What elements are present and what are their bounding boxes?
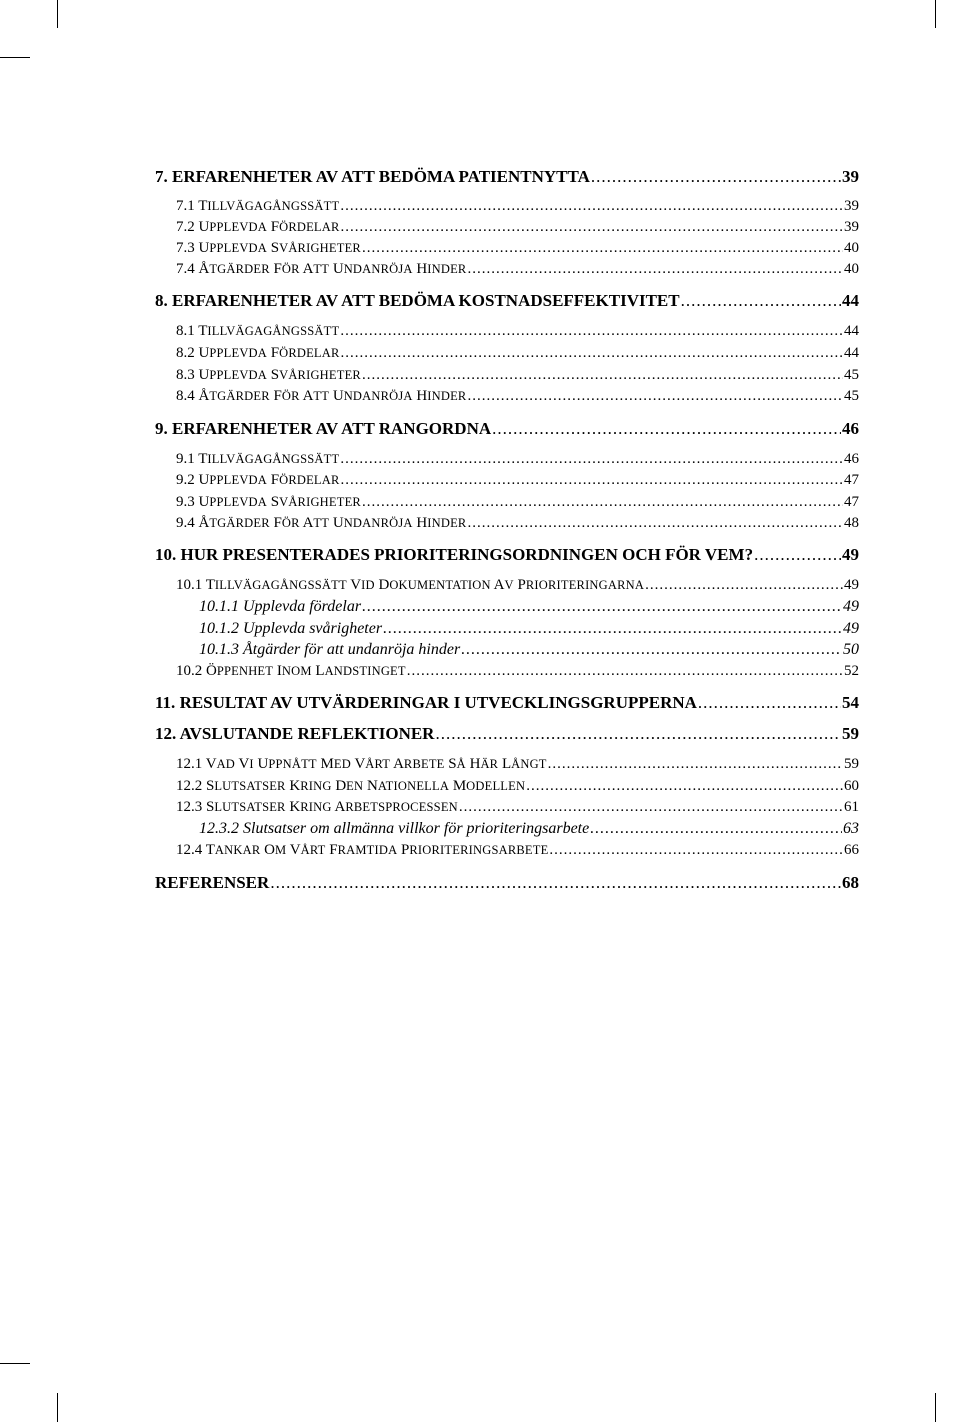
entry-page-number: 49 [843,598,859,615]
dot-leader [461,642,842,658]
entry-number: 7. [155,167,168,186]
entry-title-smallcaps: TILLVÄGAGÅNGSSÄTT VID DOKUMENTATION AV PRIORITERINGARNA [205,577,645,593]
dot-leader [362,241,843,256]
crop-mark-top-right [935,0,936,28]
entry-number: 11. [155,693,176,712]
entry-page-number: 66 [844,842,859,858]
entry-page-number: 49 [844,577,859,593]
toc-entry-label [176,220,340,235]
entry-number: 9.3 [176,494,195,510]
dot-leader [383,621,842,637]
toc-entry[interactable] [176,843,859,858]
entry-page-number: 46 [844,451,859,467]
toc-entry[interactable] [176,757,859,772]
toc-entry-label [176,241,361,256]
toc-entry[interactable] [176,800,859,815]
entry-number: 8.2 [176,345,195,361]
dot-leader [467,389,843,404]
toc-entry[interactable] [199,642,859,658]
entry-title-smallcaps: UPPLEVDA FÖRDELAR [198,219,340,235]
toc-entry[interactable] [176,368,859,383]
toc-entry[interactable] [199,821,859,837]
toc-entry-label [176,389,466,404]
entry-title-smallcaps: ÅTGÄRDER FÖR ATT UNDANRÖJA HINDER [198,388,467,404]
toc-entry-label [155,694,697,711]
entry-page-number: 46 [842,419,859,438]
entry-number: 10.2 [176,663,203,679]
toc-entry-label [176,368,361,383]
entry-number: 8. [155,291,168,310]
entry-page-number: 40 [844,261,859,277]
entry-number: 7.3 [176,240,195,256]
dot-leader [492,420,841,437]
entry-number: 9.2 [176,472,195,488]
entry-number: 12.2 [176,778,203,794]
entry-page-number: 60 [844,778,859,794]
crop-mark-bottom-left-h [0,1363,30,1364]
toc-entry-label [176,473,340,488]
entry-page-number: 39 [844,198,859,214]
toc-entry-label [176,262,466,277]
entry-page-number: 48 [844,515,859,531]
entry-number: 12.3 [176,799,203,815]
dot-leader [341,473,843,488]
dot-leader [681,292,841,309]
entry-title-smallcaps: UPPLEVDA SVÅRIGHETER [198,494,361,510]
entry-number: 10.1.3 [199,641,239,658]
toc-entry[interactable] [176,389,859,404]
dot-leader [467,516,843,531]
toc-entry-label [176,578,644,593]
entry-title-smallcaps: SLUTSATSER KRING DEN NATIONELLA MODELLEN [206,778,526,794]
dot-leader [340,324,843,339]
entry-number: 10.1.2 [199,620,239,637]
toc-entry-label [176,324,339,339]
dot-leader [362,599,842,615]
entry-number: 8.3 [176,367,195,383]
entry-title-smallcaps: SLUTSATSER KRING ARBETSPROCESSEN [206,799,458,815]
toc-entry-label [176,495,361,510]
entry-title: HUR PRESENTERADES PRIORITERINGSORDNINGEN OCH FÖR VEM? [180,545,754,564]
toc-entry-label [155,546,753,563]
crop-mark-bottom-left [57,1393,58,1422]
entry-title: Åtgärder för att undanröja hinder [243,641,461,658]
dot-leader [459,800,843,815]
entry-number: 9. [155,419,168,438]
dot-leader [548,757,843,772]
toc-entry-label [199,642,460,658]
entry-page-number: 39 [844,219,859,235]
dot-leader [549,843,843,858]
toc-entry[interactable] [155,546,859,563]
toc-entry[interactable] [176,324,859,339]
toc-entry-label [176,779,525,794]
toc-entry[interactable] [176,516,859,531]
entry-number: 7.2 [176,219,195,235]
entry-page-number: 49 [842,545,859,564]
dot-leader [590,821,842,837]
entry-number: 9.4 [176,515,195,531]
dot-leader [754,546,841,563]
entry-page-number: 49 [843,620,859,637]
toc-entry[interactable] [176,220,859,235]
entry-title: REFERENSER [155,873,270,892]
entry-number: 12. [155,724,177,743]
entry-number: 7.1 [176,198,195,214]
entry-page-number: 68 [842,873,859,892]
entry-page-number: 52 [844,663,859,679]
toc-entry[interactable] [176,262,859,277]
toc-entry[interactable] [176,241,859,256]
dot-leader [467,262,843,277]
entry-number: 12.3.2 [199,820,239,837]
entry-page-number: 40 [844,240,859,256]
entry-title-smallcaps: ÖPPENHET INOM LANDSTINGET [206,663,406,679]
toc-entry[interactable] [155,168,859,185]
crop-mark-top-left-h [0,57,30,58]
toc-entry-label [176,199,339,214]
toc-entry[interactable] [155,874,859,891]
entry-title-smallcaps: UPPLEVDA SVÅRIGHETER [198,240,361,256]
toc-entry[interactable] [176,578,859,593]
toc-entry-label [199,599,361,615]
entry-title: Upplevda svårigheter [243,620,383,637]
entry-title-smallcaps: VAD VI UPPNÅTT MED VÅRT ARBETE SÅ HÄR LÅNGT [205,756,547,772]
entry-page-number: 44 [844,345,859,361]
entry-number: 12.4 [176,842,203,858]
entry-page-number: 45 [844,388,859,404]
crop-mark-top-left [57,0,58,28]
toc-entry-label [176,843,548,858]
entry-number: 7.4 [176,261,195,277]
entry-title: RESULTAT AV UTVÄRDERINGAR I UTVECKLINGSGRUPPERNA [179,693,697,712]
toc-entry[interactable] [176,199,859,214]
toc-entry-label [155,292,680,309]
dot-leader [407,664,843,679]
toc-entry-label [155,725,434,742]
entry-title-smallcaps: TILLVÄGAGÅNGSSÄTT [198,198,340,214]
toc-entry-label [155,420,491,437]
toc-entry[interactable] [199,621,859,637]
dot-leader [340,452,843,467]
entry-title: Slutsatser om allmänna villkor för prioriteringsarbete [243,820,590,837]
entry-title: ERFARENHETER AV ATT BEDÖMA PATIENTNYTTA [172,167,590,186]
entry-title-smallcaps: TILLVÄGAGÅNGSSÄTT [198,323,340,339]
entry-page-number: 50 [843,641,859,658]
dot-leader [341,346,843,361]
dot-leader [435,725,841,742]
entry-number: 10.1 [176,577,203,593]
entry-page-number: 61 [844,799,859,815]
entry-number: 10.1.1 [199,598,239,615]
entry-page-number: 59 [844,756,859,772]
toc-entry-label [176,516,466,531]
toc-entry-label [199,821,589,837]
entry-title-smallcaps: TILLVÄGAGÅNGSSÄTT [198,451,340,467]
toc-entry[interactable] [176,664,859,679]
toc-entry[interactable] [176,779,859,794]
toc-entry-label [176,346,340,361]
toc-entry[interactable] [155,694,859,711]
crop-mark-bottom-right [935,1393,936,1422]
entry-number: 9.1 [176,451,195,467]
toc-entry[interactable] [176,346,859,361]
toc-entry[interactable] [155,725,859,742]
dot-leader [362,495,843,510]
toc-entry[interactable] [176,495,859,510]
toc-entry-label [199,621,382,637]
entry-title: ERFARENHETER AV ATT BEDÖMA KOSTNADSEFFEKTIVITET [172,291,680,310]
toc-entry-label [176,757,547,772]
entry-title-smallcaps: UPPLEVDA SVÅRIGHETER [198,367,361,383]
dot-leader [526,779,843,794]
toc-entry[interactable] [176,452,859,467]
dot-leader [341,220,843,235]
toc-entry-label [176,452,339,467]
entry-page-number: 39 [842,167,859,186]
entry-title-smallcaps: UPPLEVDA FÖRDELAR [198,472,340,488]
dot-leader [270,874,841,891]
entry-number: 8.1 [176,323,195,339]
entry-title: Upplevda fördelar [243,598,362,615]
dot-leader [698,694,841,711]
entry-title-smallcaps: TANKAR OM VÅRT FRAMTIDA PRIORITERINGSARBETE [205,842,549,858]
entry-page-number: 45 [844,367,859,383]
entry-page-number: 47 [844,494,859,510]
entry-title-smallcaps: UPPLEVDA FÖRDELAR [198,345,340,361]
toc-entry[interactable] [155,292,859,309]
toc-entry-label [155,168,590,185]
entry-page-number: 63 [843,820,859,837]
entry-page-number: 47 [844,472,859,488]
entry-page-number: 44 [842,291,859,310]
entry-title-smallcaps: ÅTGÄRDER FÖR ATT UNDANRÖJA HINDER [198,515,467,531]
toc-entry[interactable] [155,420,859,437]
entry-page-number: 54 [842,693,859,712]
entry-number: 10. [155,545,177,564]
entry-title: AVSLUTANDE REFLEKTIONER [179,724,435,743]
entry-title-smallcaps: ÅTGÄRDER FÖR ATT UNDANRÖJA HINDER [198,261,467,277]
toc-entry-label [176,664,406,679]
entry-number: 12.1 [176,756,203,772]
toc-entry-label [155,874,269,891]
dot-leader [362,368,843,383]
dot-leader [645,578,843,593]
toc-entry[interactable] [176,473,859,488]
toc-entry-label [176,800,458,815]
dot-leader [340,199,843,214]
toc-entry[interactable] [199,599,859,615]
entry-page-number: 59 [842,724,859,743]
entry-page-number: 44 [844,323,859,339]
entry-number: 8.4 [176,388,195,404]
entry-title: ERFARENHETER AV ATT RANGORDNA [172,419,492,438]
dot-leader [591,168,841,185]
